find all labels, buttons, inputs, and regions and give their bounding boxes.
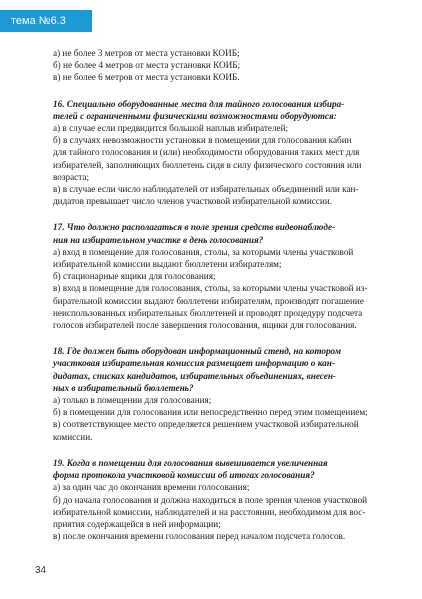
answer-line: б) стационарные ящики для голосования; bbox=[53, 271, 216, 282]
page-number: 34 bbox=[35, 565, 47, 576]
answer-line: неиспользованных избирательных бюллетеней и проводят процедуру подсчета bbox=[53, 307, 363, 318]
answer-line: б) в случаях невозможности установки в помещении для голосования кабин bbox=[53, 135, 352, 146]
answer-line: а) за один час до окончания времени голосования; bbox=[53, 482, 250, 493]
answer-line: а) в случае если предвидится большой наплыв избирателей; bbox=[53, 123, 289, 134]
answer-line: голосов избирателей после завершения голосования, ящики для голосования. bbox=[53, 320, 357, 331]
question-text bbox=[53, 221, 383, 245]
answer-line: приятия содержащейся в ней информации; bbox=[53, 518, 221, 529]
question-line: телей с ограниченными физическими возможностями оборудуются: bbox=[53, 110, 337, 121]
question-line: форма протокола участковой комиссии об итогах голосования? bbox=[53, 470, 315, 481]
question-text bbox=[53, 457, 383, 481]
question-16 bbox=[53, 98, 383, 208]
answer-line: в) не более 6 метров от места установки КОИБ. bbox=[53, 72, 240, 83]
answer-line: возраста; bbox=[53, 171, 90, 182]
answer-line: б) не более 4 метров от места установки КОИБ; bbox=[53, 60, 241, 71]
answer-line: комиссии. bbox=[53, 431, 93, 442]
answer-line: в) после окончания времени голосования перед началом подсчета голосов. bbox=[53, 531, 346, 542]
question-line: ных в избирательный бюллетень? bbox=[53, 382, 194, 393]
answer-line: избирательной комиссии выдают бюллетени избирателям; bbox=[53, 259, 282, 270]
question-18 bbox=[53, 345, 383, 443]
answer-line: б) до начала голосования и должна находиться в поле зрения членов участковой bbox=[53, 494, 368, 505]
question-line: 18. Где должен быть оборудован информационный стенд, на котором bbox=[53, 346, 342, 357]
answer-line: а) только в помещении для голосования; bbox=[53, 395, 212, 406]
answer-line: в) в случае если число наблюдателей от избирательных объединений или кан- bbox=[53, 184, 359, 195]
question-19 bbox=[53, 457, 383, 542]
question-text bbox=[53, 98, 383, 122]
topic-tab: тема №6.3 bbox=[0, 10, 92, 32]
answer-line: избирательной комиссии, наблюдателей и на расстоянии, необходимом для вос- bbox=[53, 506, 366, 517]
question-text bbox=[53, 345, 383, 394]
answer-line: б) в помещении для голосования или непосредственно перед этим помещением; bbox=[53, 407, 368, 418]
answer-line: дидатов превышает число членов участковой избирательной комиссии. bbox=[53, 196, 333, 207]
document-body bbox=[53, 47, 383, 542]
question-line: дидатах, списках кандидатов, избирательных объединениях, внесен- bbox=[53, 370, 336, 381]
answer-line: избирателей, заполняющих бюллетень сидя в силу физического состояния или bbox=[53, 159, 362, 170]
question-line: 17. Что должно располагаться в поле зрения средств видеонаблюде- bbox=[53, 222, 336, 233]
answer-line: в) соответствующее место определяется решением участковой избирательной bbox=[53, 419, 359, 430]
answer-line: в) вход в помещение для голосования, столы, за которыми члены участковой из- bbox=[53, 283, 368, 294]
question-17 bbox=[53, 221, 383, 331]
answer-line: бирательной комиссии выдают бюллетени избирателям, производят погашение bbox=[53, 295, 364, 306]
answer-line: а) вход в помещение для голосования, столы, за которыми члены участковой bbox=[53, 246, 354, 257]
intro-answers bbox=[53, 47, 383, 84]
question-line: ния на избирательном участке в день голосования? bbox=[53, 234, 264, 245]
answer-line: для тайного голосования и (или) необходимости оборудования таких мест для bbox=[53, 147, 360, 158]
question-line: 16. Специально оборудованные места для тайного голосования избира- bbox=[53, 98, 345, 109]
question-line: 19. Когда в помещении для голосования вывешивается увеличенная bbox=[53, 457, 328, 468]
question-line: участковая избирательная комиссия размещает информацию о кан- bbox=[53, 358, 335, 369]
answer-line: а) не более 3 метров от места установки КОИБ; bbox=[53, 48, 240, 58]
